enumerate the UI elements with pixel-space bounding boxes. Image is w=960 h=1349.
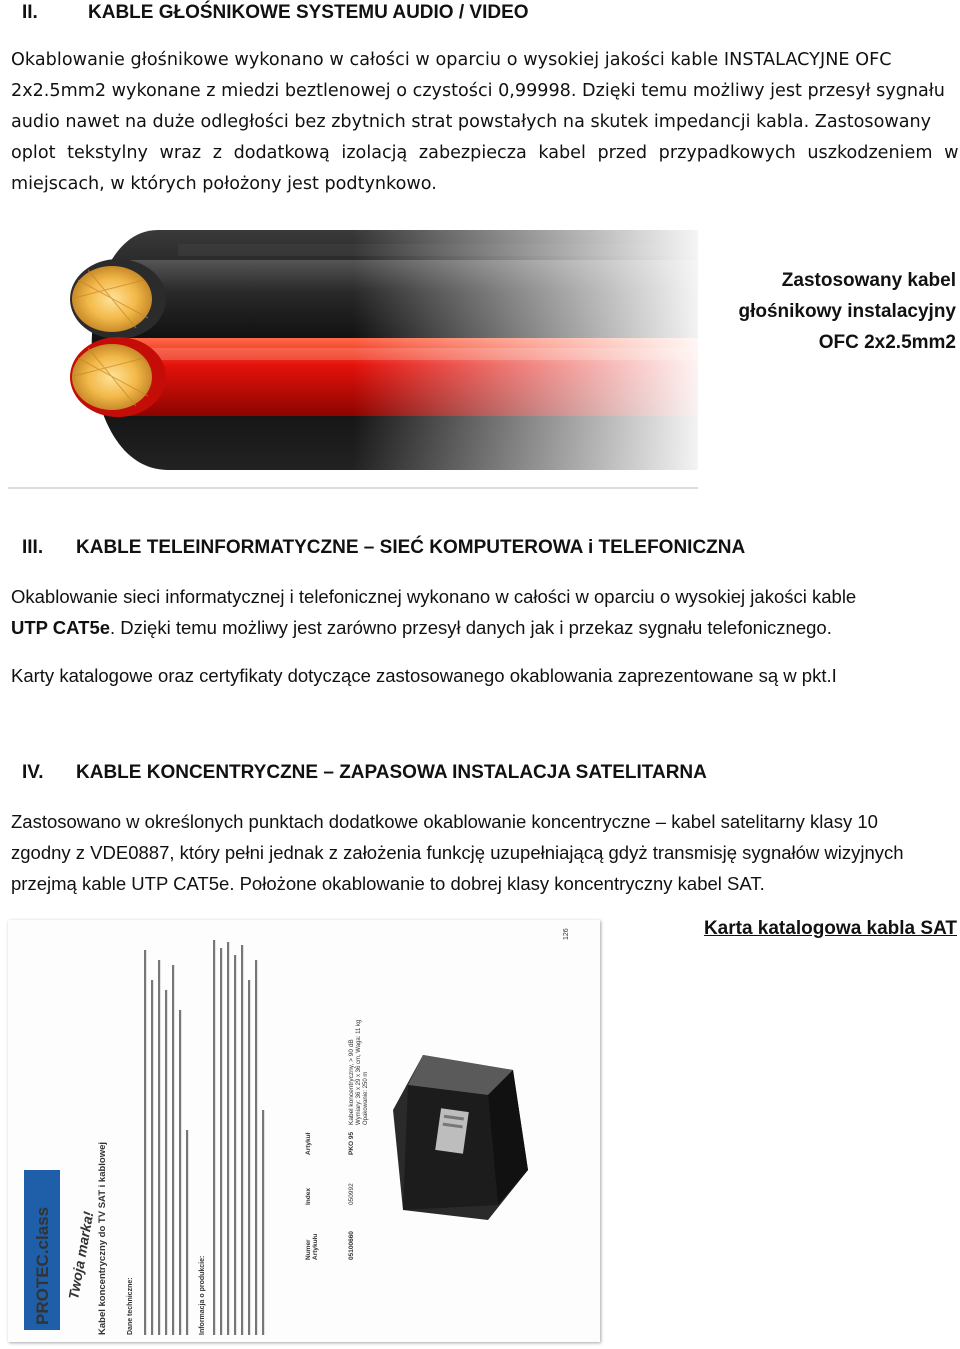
- section-2-paragraph: [11, 45, 958, 200]
- col-header-numer: Numer: [305, 1239, 312, 1260]
- section-3-line-1: Okablowanie sieci informatycznej i telefonicznej wykonano w całości w oparciu o wysokiej jakości kable: [11, 586, 857, 607]
- utp-cat5e-bold: UTP CAT5e: [11, 617, 111, 638]
- sat-catalog-page: [8, 920, 600, 1342]
- section-4-line-1: Zastosowano w określonych punktach dodatkowe okablowanie koncentryczne – kabel satelitarny klasy 10: [11, 811, 878, 832]
- section-4-title: KABLE KONCENTRYCZNE – ZAPASOWA INSTALACJA SATELITARNA: [76, 762, 707, 783]
- section-2-line-1: Okablowanie głośnikowe wykonano w całości w oparciu o wysokiej jakości kable INSTALACYJNE OFC: [11, 50, 892, 70]
- section-2-line-4: oplot tekstylny wraz z dodatkową izolacją zabezpiecza kabel przed przypadkowych uszkodzeniem w: [11, 143, 959, 163]
- value-article: PKO 95: [348, 1131, 355, 1155]
- value-description: Kabel koncentryczny, > 90 dB: [348, 1039, 355, 1125]
- tech-heading: Dane techniczne:: [127, 1277, 134, 1335]
- section-2-line-2: 2x2.5mm2 wykonane z miedzi beztlenowej o czystości 0,99998. Dzięki temu możliwy jest przesył sygnału: [11, 81, 945, 101]
- speaker-cable-caption: [696, 265, 956, 358]
- cable-illustration: [8, 220, 698, 490]
- section-3-line-2: [11, 612, 958, 643]
- section-2-heading: [22, 2, 529, 24]
- value-packaging: Opakowanie: 250 m: [363, 1071, 369, 1125]
- section-2-line-3: audio nawet na duże odległości bez zbytnich strat powstałych na skutek impedancji kabla. Zastosowany: [11, 112, 932, 132]
- brand-text: PROTEC.class: [33, 1206, 52, 1325]
- section-3-paragraph-2: Karty katalogowe oraz certyfikaty dotyczące zastosowanego okablowania zaprezentowane są w pkt.I: [11, 665, 837, 686]
- section-4-number: IV.: [22, 762, 44, 783]
- col-header-artykulu: Artykułu: [312, 1233, 319, 1260]
- section-4-heading: [22, 762, 707, 784]
- speaker-cable-photo: [8, 220, 698, 490]
- value-number: 05100660: [348, 1231, 355, 1260]
- value-dimensions: Wymiary: 36 x 29 x 36 cm, Waga: 11 kg: [356, 1019, 362, 1125]
- section-2-title: KABLE GŁOŚNIKOWE SYSTEMU AUDIO / VIDEO: [88, 2, 529, 23]
- section-4-line-2: zgodny z VDE0887, który pełni jednak z założenia funkcję uzupełniającą gdyż transmisję sygnałów wizyjnych: [11, 842, 904, 863]
- catalog-title: Kabel koncentryczny do TV SAT i kablowej: [97, 1141, 108, 1335]
- section-3-heading: [22, 537, 745, 559]
- page-number: 126: [563, 928, 570, 940]
- caption-line-3: OFC 2x2.5mm2: [818, 332, 956, 353]
- catalog-scan: [8, 920, 600, 1342]
- section-2-number: II.: [22, 2, 38, 23]
- section-3-number: III.: [22, 537, 44, 558]
- cable-box-photo: [393, 1055, 528, 1220]
- tagline-text: Twoja marka!: [65, 1210, 97, 1301]
- caption-line-1: Zastosowany kabel: [781, 270, 956, 291]
- section-3-line-2-rest: . Dzięki temu możliwy jest zarówno przesył danych jak i przekaz sygnału telefonicznego.: [110, 617, 832, 638]
- info-heading: Informacja o produkcie:: [199, 1255, 206, 1335]
- section-4-line-3: przejmą kable UTP CAT5e. Położone okablowanie to dobrej klasy koncentryczny kabel SAT.: [11, 873, 765, 894]
- col-header-index: Index: [305, 1188, 312, 1205]
- section-2-line-5: miejscach, w których położony jest podtynkowo.: [11, 174, 437, 194]
- sat-catalog-caption: Karta katalogowa kabla SAT: [703, 918, 957, 939]
- section-3-paragraph-1: [11, 581, 958, 643]
- section-4-paragraph: [11, 806, 958, 899]
- value-index: 050992: [348, 1183, 355, 1205]
- col-header-artykul: Artykuł: [305, 1132, 312, 1155]
- section-3-title: KABLE TELEINFORMATYCZNE – SIEĆ KOMPUTEROWA i TELEFONICZNA: [76, 537, 746, 558]
- caption-line-2: głośnikowy instalacyjny: [738, 301, 956, 322]
